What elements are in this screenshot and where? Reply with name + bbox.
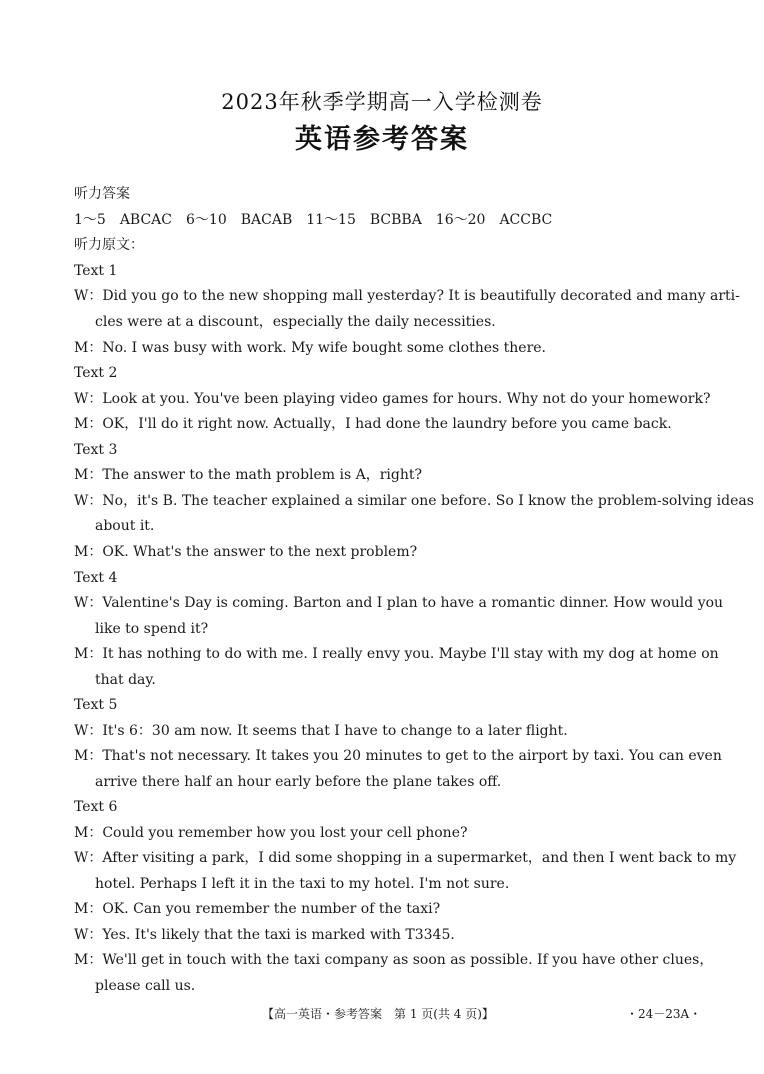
dialogue-line: M：OK. Can you remember the number of the taxi? <box>74 901 441 917</box>
dialogue-continuation: hotel. Perhaps I left it in the taxi to my hotel. I'm not sure. <box>95 876 510 892</box>
dialogue-line: M：That's not necessary. It takes you 20 minutes to get to the airport by taxi. You can even <box>74 748 722 764</box>
dialogue-continuation: like to spend it? <box>95 621 209 637</box>
section-heading-listening-answers: 听力答案 <box>74 186 130 202</box>
answer-key-title: 英语参考答案 <box>295 124 469 155</box>
dialogue-continuation: arrive there half an hour early before the plane takes off. <box>95 774 502 790</box>
dialogue-line: M：Could you remember how you lost your cell phone? <box>74 825 468 841</box>
section-heading-transcript: 听力原文： <box>74 237 144 253</box>
text-heading: Text 4 <box>74 570 118 586</box>
dialogue-line: M：No. I was busy with work. My wife bought some clothes there. <box>74 340 547 356</box>
dialogue-line: M：The answer to the math problem is A，right? <box>74 467 423 483</box>
page-footer: 【高一英语・参考答案 第 1 页(共 4 页)】 <box>262 1007 494 1021</box>
dialogue-line: W：It's 6：30 am now. It seems that I have to change to a later flight. <box>74 723 568 739</box>
text-heading: Text 2 <box>74 365 118 381</box>
dialogue-continuation: about it. <box>95 518 155 534</box>
dialogue-line: W：Valentine's Day is coming. Barton and I plan to have a romantic dinner. How would you <box>74 595 724 611</box>
dialogue-continuation: cles were at a discount，especially the daily necessities. <box>95 314 496 330</box>
text-heading: Text 5 <box>74 697 118 713</box>
dialogue-line: M：OK. What's the answer to the next problem? <box>74 544 418 560</box>
text-heading: Text 3 <box>74 442 118 458</box>
dialogue-continuation: that day. <box>95 672 156 688</box>
text-heading: Text 6 <box>74 799 118 815</box>
dialogue-continuation: please call us. <box>95 978 196 994</box>
dialogue-line: W：Did you go to the new shopping mall yesterday? It is beautifully decorated and many arti- <box>74 288 740 304</box>
dialogue-line: M：We'll get in touch with the taxi company as soon as possible. If you have other clues， <box>74 952 714 968</box>
dialogue-line: M：It has nothing to do with me. I really envy you. Maybe I'll stay with my dog at home on <box>74 646 719 662</box>
dialogue-line: W：Look at you. You've been playing video games for hours. Why not do your homework? <box>74 391 711 407</box>
dialogue-line: W：Yes. It's likely that the taxi is marked with T3345. <box>74 927 455 943</box>
dialogue-line: W：No，it's B. The teacher explained a similar one before. So I know the problem-solving ideas <box>74 493 754 509</box>
dialogue-line: M：OK，I'll do it right now. Actually，I had done the laundry before you came back. <box>74 416 672 432</box>
answer-list: 1～5 ABCAC 6～10 BACAB 11～15 BCBBA 16～20 ACCBC <box>74 212 553 228</box>
exam-title: 2023年秋季学期高一入学检测卷 <box>221 90 543 114</box>
dialogue-line: W：After visiting a park，I did some shopping in a supermarket，and then I went back to my <box>74 850 737 866</box>
text-heading: Text 1 <box>74 263 118 279</box>
exam-code: ・24－23A・ <box>626 1007 702 1021</box>
